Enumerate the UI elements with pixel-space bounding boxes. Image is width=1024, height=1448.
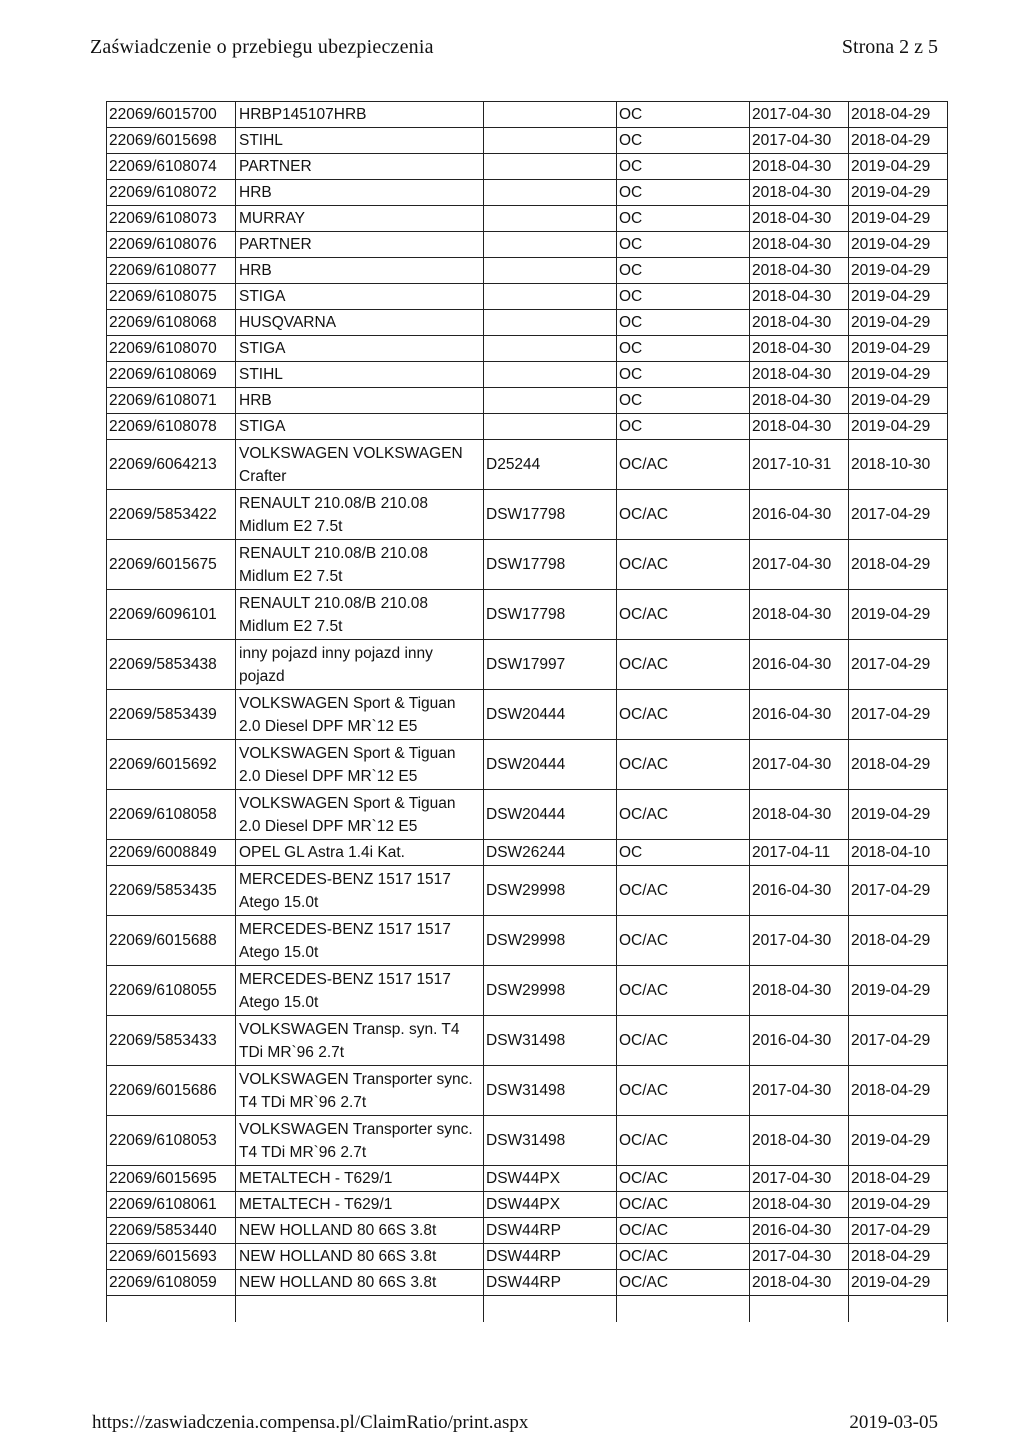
period-end-cell: 2019-04-29 [849, 1116, 948, 1166]
period-start-cell: 2016-04-30 [750, 490, 849, 540]
period-end-cell: 2018-04-29 [849, 102, 948, 128]
table-row [107, 690, 948, 740]
period-start-cell: 2017-10-31 [750, 440, 849, 490]
table-row [107, 258, 948, 284]
vehicle-cell: VOLKSWAGEN Sport & Tiguan 2.0 Diesel DPF MR`12 E5 [236, 790, 484, 840]
table-row [107, 284, 948, 310]
vehicle-cell: VOLKSWAGEN Transporter sync. T4 TDi MR`96 2.7t [236, 1116, 484, 1166]
policy-number-cell: 22069/6108073 [107, 206, 236, 232]
vehicle-cell: METALTECH - T629/1 [236, 1192, 484, 1218]
period-start-cell: 2018-04-30 [750, 790, 849, 840]
registration-cell: D25244 [484, 440, 617, 490]
policy-number-cell: 22069/6015695 [107, 1166, 236, 1192]
period-end-cell: 2019-04-29 [849, 966, 948, 1016]
vehicle-cell: VOLKSWAGEN VOLKSWAGEN Crafter [236, 440, 484, 490]
insurance-type-cell: OC/AC [617, 640, 750, 690]
period-start-cell: 2018-04-30 [750, 284, 849, 310]
period-start-cell: 2018-04-30 [750, 414, 849, 440]
table-row [107, 916, 948, 966]
table-row [107, 1166, 948, 1192]
insurance-type-cell: OC/AC [617, 1016, 750, 1066]
policy-number-cell: 22069/6108077 [107, 258, 236, 284]
period-start-cell: 2018-04-30 [750, 336, 849, 362]
policy-number-cell: 22069/6108076 [107, 232, 236, 258]
vehicle-cell: HUSQVARNA [236, 310, 484, 336]
registration-cell: DSW20444 [484, 740, 617, 790]
insurance-type-cell: OC/AC [617, 1218, 750, 1244]
page-number: Strona 2 z 5 [841, 36, 938, 58]
vehicle-cell: HRB [236, 258, 484, 284]
policy-number-cell: 22069/6015688 [107, 916, 236, 966]
period-end-cell: 2019-04-29 [849, 336, 948, 362]
table-row [107, 310, 948, 336]
print-url: https://zaswiadczenia.compensa.pl/ClaimRatio/print.aspx [92, 1412, 529, 1433]
registration-cell: DSW17997 [484, 640, 617, 690]
table-row [107, 336, 948, 362]
table-row [107, 154, 948, 180]
period-start-cell: 2016-04-30 [750, 690, 849, 740]
vehicle-cell: PARTNER [236, 154, 484, 180]
policy-number-cell: 22069/5853435 [107, 866, 236, 916]
registration-cell: DSW44RP [484, 1244, 617, 1270]
period-start-cell: 2016-04-30 [750, 1016, 849, 1066]
trailing-cell [236, 1296, 484, 1323]
registration-cell [484, 336, 617, 362]
table-row [107, 1016, 948, 1066]
table-row [107, 362, 948, 388]
vehicle-cell: MERCEDES-BENZ 1517 1517 Atego 15.0t [236, 916, 484, 966]
insurance-type-cell: OC/AC [617, 1066, 750, 1116]
insurance-type-cell: OC/AC [617, 740, 750, 790]
table-row [107, 440, 948, 490]
trailing-cell [107, 1296, 236, 1323]
period-start-cell: 2017-04-30 [750, 740, 849, 790]
registration-cell: DSW44PX [484, 1166, 617, 1192]
insurance-type-cell: OC/AC [617, 866, 750, 916]
period-end-cell: 2019-04-29 [849, 258, 948, 284]
vehicle-cell: inny pojazd inny pojazd inny pojazd [236, 640, 484, 690]
period-start-cell: 2017-04-30 [750, 540, 849, 590]
registration-cell [484, 362, 617, 388]
period-start-cell: 2017-04-11 [750, 840, 849, 866]
vehicle-cell: MERCEDES-BENZ 1517 1517 Atego 15.0t [236, 966, 484, 1016]
period-start-cell: 2017-04-30 [750, 102, 849, 128]
registration-cell [484, 388, 617, 414]
table-row [107, 388, 948, 414]
period-end-cell: 2017-04-29 [849, 640, 948, 690]
period-start-cell: 2018-04-30 [750, 1270, 849, 1296]
vehicle-cell: MURRAY [236, 206, 484, 232]
policy-number-cell: 22069/6108055 [107, 966, 236, 1016]
policy-number-cell: 22069/6108069 [107, 362, 236, 388]
period-start-cell: 2017-04-30 [750, 916, 849, 966]
period-end-cell: 2019-04-29 [849, 1270, 948, 1296]
vehicle-cell: PARTNER [236, 232, 484, 258]
table-row [107, 1218, 948, 1244]
vehicle-cell: METALTECH - T629/1 [236, 1166, 484, 1192]
period-end-cell: 2019-04-29 [849, 180, 948, 206]
period-end-cell: 2019-04-29 [849, 590, 948, 640]
insurance-type-cell: OC [617, 206, 750, 232]
policy-table-body [107, 102, 948, 1323]
period-start-cell: 2018-04-30 [750, 590, 849, 640]
insurance-type-cell: OC [617, 362, 750, 388]
page-footer [0, 1400, 1024, 1448]
period-end-cell: 2017-04-29 [849, 690, 948, 740]
insurance-type-cell: OC/AC [617, 440, 750, 490]
period-end-cell: 2017-04-29 [849, 490, 948, 540]
policy-number-cell: 22069/6015698 [107, 128, 236, 154]
vehicle-cell: HRBP145107HRB [236, 102, 484, 128]
vehicle-cell: RENAULT 210.08/B 210.08 Midlum E2 7.5t [236, 490, 484, 540]
insurance-type-cell: OC/AC [617, 916, 750, 966]
registration-cell: DSW31498 [484, 1016, 617, 1066]
period-end-cell: 2019-04-29 [849, 362, 948, 388]
policy-number-cell: 22069/6108058 [107, 790, 236, 840]
table-row [107, 206, 948, 232]
period-end-cell: 2019-04-29 [849, 388, 948, 414]
period-end-cell: 2019-04-29 [849, 1192, 948, 1218]
insurance-type-cell: OC [617, 414, 750, 440]
period-start-cell: 2018-04-30 [750, 1116, 849, 1166]
period-end-cell: 2019-04-29 [849, 284, 948, 310]
vehicle-cell: RENAULT 210.08/B 210.08 Midlum E2 7.5t [236, 540, 484, 590]
registration-cell: DSW44RP [484, 1218, 617, 1244]
table-row [107, 414, 948, 440]
vehicle-cell: VOLKSWAGEN Transporter sync. T4 TDi MR`96 2.7t [236, 1066, 484, 1116]
registration-cell: DSW31498 [484, 1116, 617, 1166]
table-trailing-row [107, 1296, 948, 1323]
table-row [107, 1270, 948, 1296]
policy-number-cell: 22069/6096101 [107, 590, 236, 640]
policy-number-cell: 22069/6108075 [107, 284, 236, 310]
policy-number-cell: 22069/6008849 [107, 840, 236, 866]
vehicle-cell: MERCEDES-BENZ 1517 1517 Atego 15.0t [236, 866, 484, 916]
insurance-type-cell: OC/AC [617, 790, 750, 840]
period-end-cell: 2018-04-29 [849, 128, 948, 154]
vehicle-cell: STIHL [236, 128, 484, 154]
period-start-cell: 2016-04-30 [750, 1218, 849, 1244]
vehicle-cell: STIGA [236, 284, 484, 310]
policy-number-cell: 22069/6015675 [107, 540, 236, 590]
table-row [107, 1116, 948, 1166]
print-date: 2019-03-05 [849, 1412, 938, 1433]
vehicle-cell: STIGA [236, 336, 484, 362]
policy-number-cell: 22069/6108053 [107, 1116, 236, 1166]
period-end-cell: 2019-04-29 [849, 414, 948, 440]
table-row [107, 128, 948, 154]
period-start-cell: 2018-04-30 [750, 310, 849, 336]
period-start-cell: 2018-04-30 [750, 232, 849, 258]
period-start-cell: 2018-04-30 [750, 258, 849, 284]
table-row [107, 590, 948, 640]
insurance-type-cell: OC/AC [617, 490, 750, 540]
insurance-type-cell: OC/AC [617, 1116, 750, 1166]
table-row [107, 740, 948, 790]
period-end-cell: 2018-04-10 [849, 840, 948, 866]
policy-number-cell: 22069/5853440 [107, 1218, 236, 1244]
period-start-cell: 2018-04-30 [750, 1192, 849, 1218]
policy-number-cell: 22069/5853439 [107, 690, 236, 740]
period-start-cell: 2017-04-30 [750, 1166, 849, 1192]
table-row [107, 232, 948, 258]
period-start-cell: 2018-04-30 [750, 154, 849, 180]
policy-number-cell: 22069/6015700 [107, 102, 236, 128]
policy-number-cell: 22069/6064213 [107, 440, 236, 490]
policy-number-cell: 22069/6108059 [107, 1270, 236, 1296]
vehicle-cell: RENAULT 210.08/B 210.08 Midlum E2 7.5t [236, 590, 484, 640]
registration-cell: DSW26244 [484, 840, 617, 866]
trailing-cell [849, 1296, 948, 1323]
registration-cell [484, 180, 617, 206]
vehicle-cell: VOLKSWAGEN Sport & Tiguan 2.0 Diesel DPF MR`12 E5 [236, 690, 484, 740]
insurance-type-cell: OC/AC [617, 1166, 750, 1192]
page-header [0, 0, 1024, 80]
insurance-type-cell: OC [617, 388, 750, 414]
vehicle-cell: NEW HOLLAND 80 66S 3.8t [236, 1244, 484, 1270]
vehicle-cell: NEW HOLLAND 80 66S 3.8t [236, 1270, 484, 1296]
insurance-type-cell: OC/AC [617, 1192, 750, 1218]
insurance-type-cell: OC [617, 154, 750, 180]
policy-number-cell: 22069/6108078 [107, 414, 236, 440]
period-end-cell: 2018-04-29 [849, 916, 948, 966]
policy-number-cell: 22069/5853433 [107, 1016, 236, 1066]
insurance-type-cell: OC [617, 232, 750, 258]
period-end-cell: 2019-04-29 [849, 232, 948, 258]
registration-cell [484, 206, 617, 232]
insurance-history-table [106, 101, 932, 1322]
insurance-type-cell: OC/AC [617, 590, 750, 640]
registration-cell: DSW17798 [484, 590, 617, 640]
table-row [107, 966, 948, 1016]
insurance-type-cell: OC/AC [617, 1270, 750, 1296]
vehicle-cell: STIGA [236, 414, 484, 440]
period-end-cell: 2018-04-29 [849, 1244, 948, 1270]
registration-cell [484, 102, 617, 128]
registration-cell: DSW17798 [484, 540, 617, 590]
policy-number-cell: 22069/6015692 [107, 740, 236, 790]
registration-cell [484, 128, 617, 154]
policy-number-cell: 22069/6108071 [107, 388, 236, 414]
period-start-cell: 2018-04-30 [750, 388, 849, 414]
registration-cell [484, 284, 617, 310]
period-end-cell: 2018-04-29 [849, 740, 948, 790]
table-row [107, 1192, 948, 1218]
vehicle-cell: OPEL GL Astra 1.4i Kat. [236, 840, 484, 866]
table-row [107, 102, 948, 128]
registration-cell [484, 154, 617, 180]
policy-table [106, 101, 948, 1322]
insurance-type-cell: OC/AC [617, 1244, 750, 1270]
registration-cell: DSW20444 [484, 790, 617, 840]
insurance-type-cell: OC/AC [617, 966, 750, 1016]
period-start-cell: 2018-04-30 [750, 206, 849, 232]
registration-cell: DSW31498 [484, 1066, 617, 1116]
policy-number-cell: 22069/5853438 [107, 640, 236, 690]
document-title: Zaświadczenie o przebiegu ubezpieczenia [90, 36, 434, 58]
policy-number-cell: 22069/5853422 [107, 490, 236, 540]
policy-number-cell: 22069/6015693 [107, 1244, 236, 1270]
vehicle-cell: STIHL [236, 362, 484, 388]
insurance-type-cell: OC [617, 840, 750, 866]
period-start-cell: 2016-04-30 [750, 866, 849, 916]
period-start-cell: 2017-04-30 [750, 1244, 849, 1270]
period-start-cell: 2017-04-30 [750, 128, 849, 154]
period-end-cell: 2019-04-29 [849, 310, 948, 336]
policy-number-cell: 22069/6108061 [107, 1192, 236, 1218]
period-end-cell: 2019-04-29 [849, 154, 948, 180]
registration-cell: DSW44RP [484, 1270, 617, 1296]
period-end-cell: 2018-10-30 [849, 440, 948, 490]
trailing-cell [750, 1296, 849, 1323]
registration-cell: DSW29998 [484, 866, 617, 916]
table-row [107, 1066, 948, 1116]
table-row [107, 540, 948, 590]
period-start-cell: 2018-04-30 [750, 966, 849, 1016]
period-start-cell: 2016-04-30 [750, 640, 849, 690]
vehicle-cell: VOLKSWAGEN Transp. syn. T4 TDi MR`96 2.7t [236, 1016, 484, 1066]
insurance-type-cell: OC/AC [617, 540, 750, 590]
insurance-type-cell: OC [617, 336, 750, 362]
period-end-cell: 2019-04-29 [849, 790, 948, 840]
period-end-cell: 2017-04-29 [849, 866, 948, 916]
period-end-cell: 2017-04-29 [849, 1218, 948, 1244]
insurance-type-cell: OC [617, 310, 750, 336]
policy-number-cell: 22069/6015686 [107, 1066, 236, 1116]
insurance-type-cell: OC [617, 128, 750, 154]
period-end-cell: 2018-04-29 [849, 540, 948, 590]
insurance-type-cell: OC [617, 102, 750, 128]
registration-cell: DSW29998 [484, 966, 617, 1016]
registration-cell: DSW44PX [484, 1192, 617, 1218]
vehicle-cell: HRB [236, 388, 484, 414]
table-row [107, 180, 948, 206]
vehicle-cell: HRB [236, 180, 484, 206]
registration-cell [484, 258, 617, 284]
trailing-cell [484, 1296, 617, 1323]
policy-number-cell: 22069/6108072 [107, 180, 236, 206]
table-row [107, 490, 948, 540]
trailing-cell [617, 1296, 750, 1323]
period-end-cell: 2019-04-29 [849, 206, 948, 232]
registration-cell [484, 414, 617, 440]
period-end-cell: 2018-04-29 [849, 1166, 948, 1192]
policy-number-cell: 22069/6108070 [107, 336, 236, 362]
period-start-cell: 2017-04-30 [750, 1066, 849, 1116]
table-row [107, 866, 948, 916]
period-start-cell: 2018-04-30 [750, 362, 849, 388]
registration-cell [484, 232, 617, 258]
registration-cell: DSW29998 [484, 916, 617, 966]
table-row [107, 640, 948, 690]
vehicle-cell: NEW HOLLAND 80 66S 3.8t [236, 1218, 484, 1244]
vehicle-cell: VOLKSWAGEN Sport & Tiguan 2.0 Diesel DPF MR`12 E5 [236, 740, 484, 790]
period-start-cell: 2018-04-30 [750, 180, 849, 206]
insurance-type-cell: OC [617, 284, 750, 310]
policy-number-cell: 22069/6108068 [107, 310, 236, 336]
policy-number-cell: 22069/6108074 [107, 154, 236, 180]
registration-cell [484, 310, 617, 336]
table-row [107, 840, 948, 866]
registration-cell: DSW20444 [484, 690, 617, 740]
table-row [107, 790, 948, 840]
table-row [107, 1244, 948, 1270]
insurance-type-cell: OC [617, 258, 750, 284]
insurance-type-cell: OC [617, 180, 750, 206]
period-end-cell: 2018-04-29 [849, 1066, 948, 1116]
period-end-cell: 2017-04-29 [849, 1016, 948, 1066]
registration-cell: DSW17798 [484, 490, 617, 540]
insurance-type-cell: OC/AC [617, 690, 750, 740]
